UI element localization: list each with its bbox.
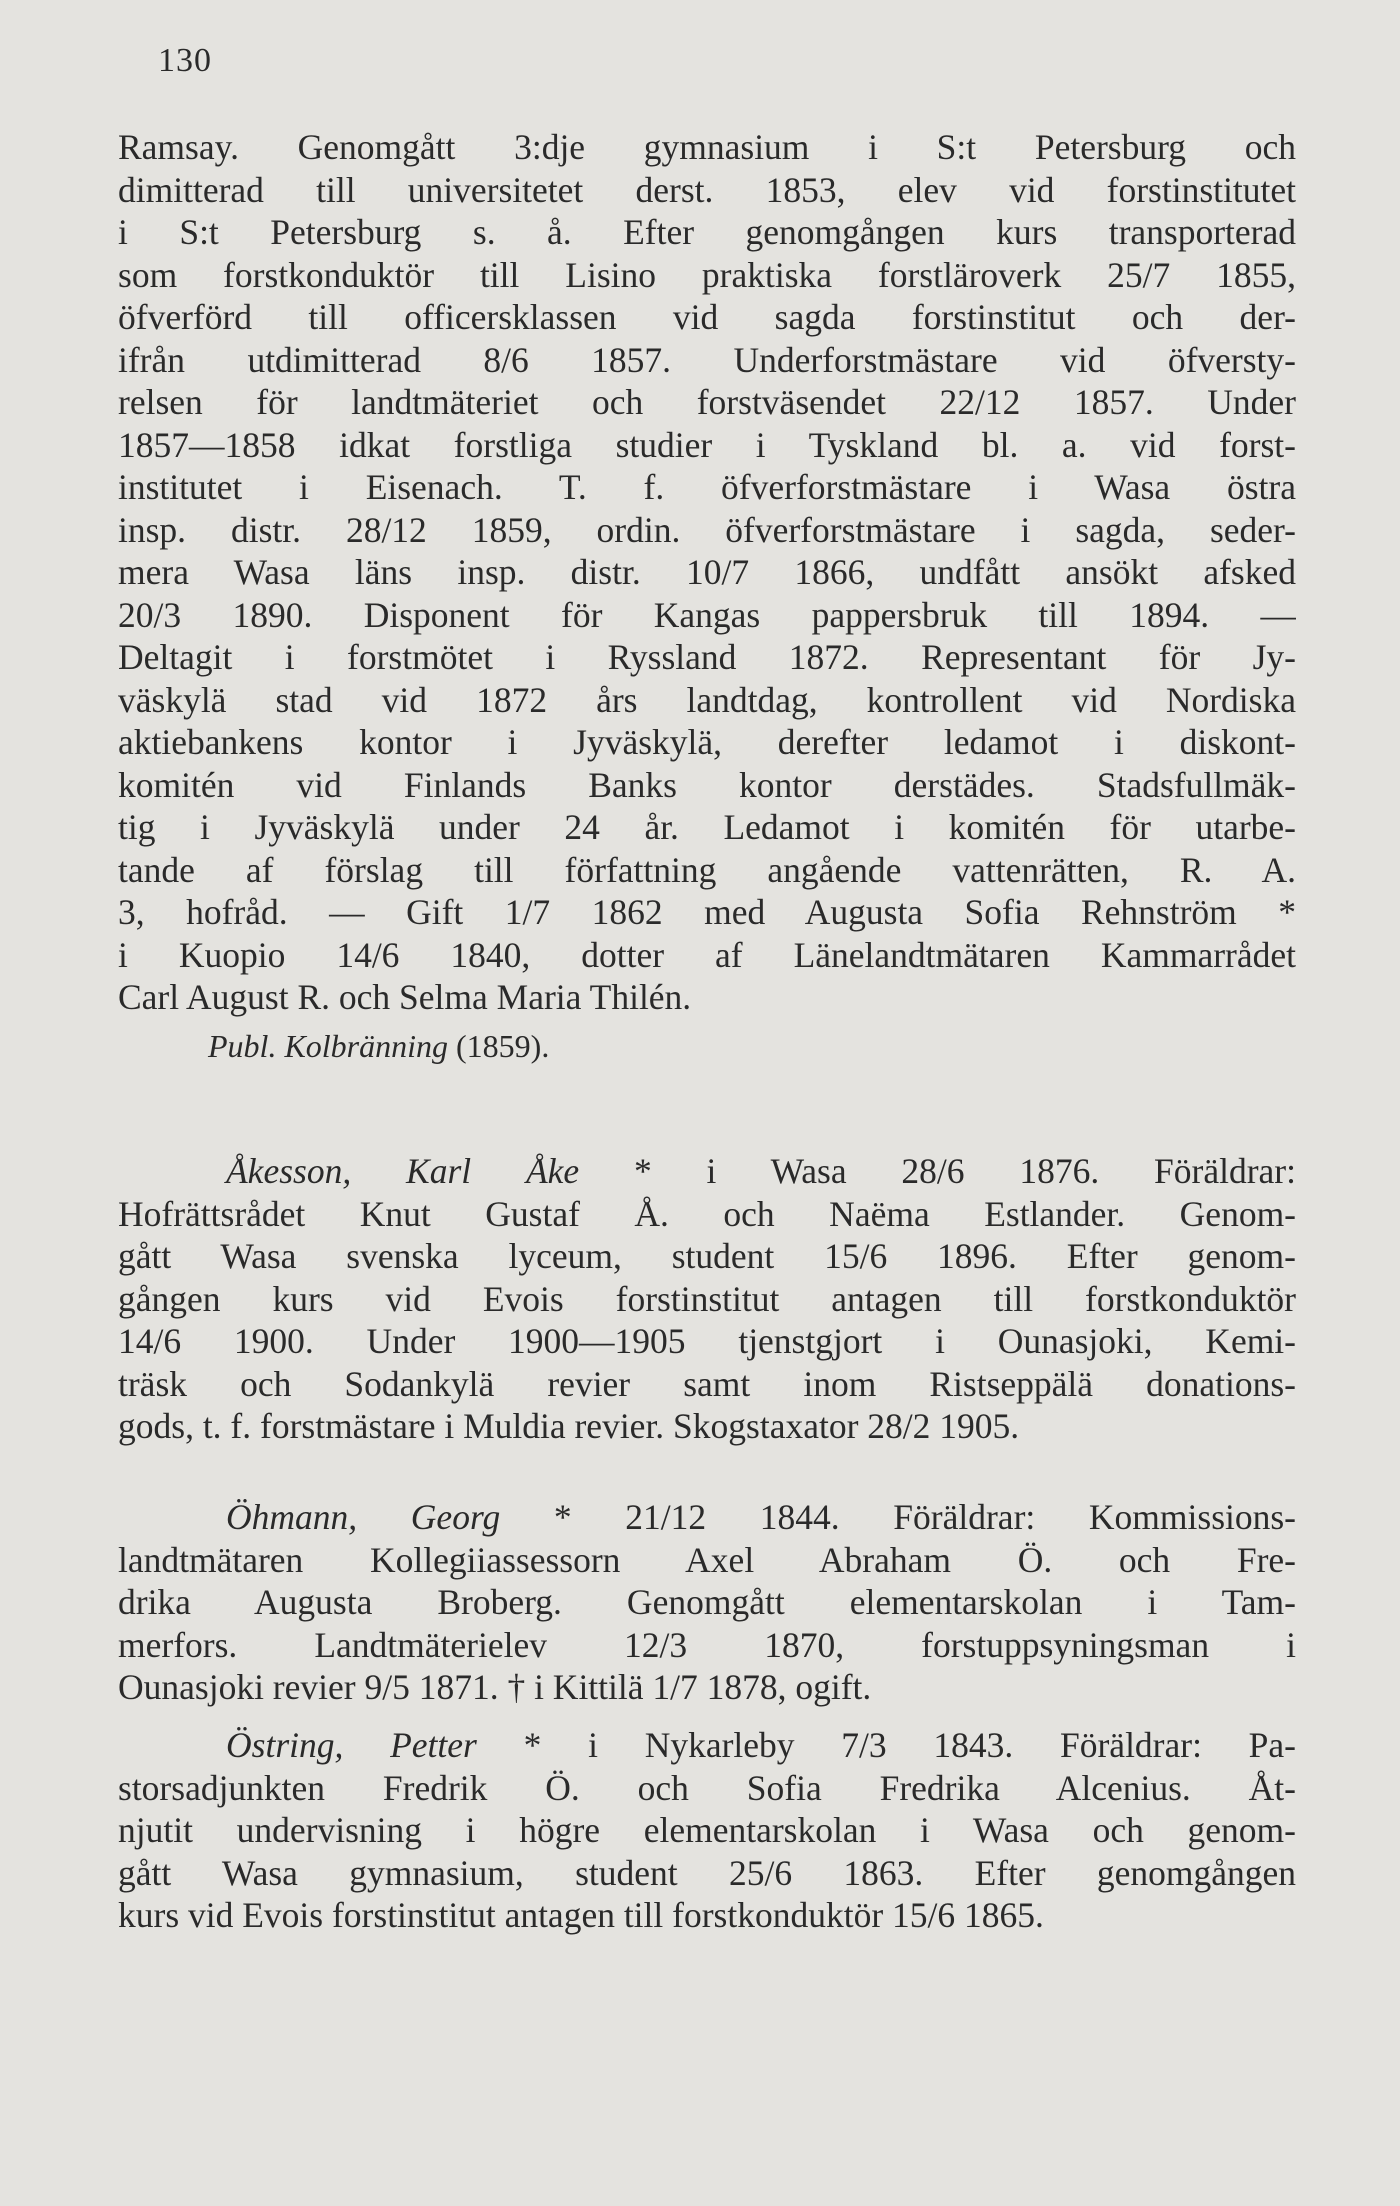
text-line: träsk och Sodankylä revier samt inom Ristseppälä donations- [118, 1363, 1296, 1404]
text-line: dimitterad till universitetet derst. 1853, elev vid forstinstitutet [118, 169, 1296, 210]
text-line: relsen för landtmäteriet och forstväsendet 22/12 1857. Under [118, 382, 1296, 422]
text-line: som forstkonduktör till Lisino praktiska forstläroverk 25/7 1855, [118, 254, 1296, 295]
text-line: i S:t Petersburg s. å. Efter genomgången kurs transporterad [118, 212, 1296, 252]
text-line: tig i Jyväskylä under 24 år. Ledamot i komitén för utarbe- [118, 807, 1296, 847]
text-line: Carl August R. och Selma Maria Thilén. [118, 977, 692, 1017]
text-line: drika Augusta Broberg. Genomgått elementarskolan i Tam- [118, 1582, 1296, 1622]
text-line: tande af förslag till författning angående vattenrätten, R. A. [118, 849, 1296, 890]
text-line: Deltagit i forstmötet i Ryssland 1872. Representant för Jy- [118, 637, 1296, 677]
entry-first-line [118, 1496, 1296, 1539]
publication-note [208, 1028, 549, 1065]
text-line: Ramsay. Genomgått 3:dje gymnasium i S:t Petersburg och [118, 127, 1296, 167]
text-line: 14/6 1900. Under 1900—1905 tjenstgjort i Ounasjoki, Kemi- [118, 1321, 1296, 1361]
text-line: mera Wasa läns insp. distr. 10/7 1866, undfått ansökt afsked [118, 552, 1296, 592]
text-line: aktiebankens kontor i Jyväskylä, derefter ledamot i diskont- [118, 722, 1296, 762]
page-number: 130 [158, 42, 212, 79]
entry-name: Öhmann, Georg [226, 1497, 501, 1537]
text-line: kurs vid Evois forstinstitut antagen till forstkonduktör 15/6 1865. [118, 1895, 1044, 1935]
entry-ohmann [118, 1496, 1296, 1709]
text-line: gången kurs vid Evois forstinstitut antagen till forstkonduktör [118, 1278, 1296, 1319]
entry-ramsay [118, 126, 1296, 1019]
text-line: merfors. Landtmäterielev 12/3 1870, forstuppsyningsman i [118, 1624, 1296, 1665]
text-line: storsadjunkten Fredrik Ö. och Sofia Fredrika Alcenius. Åt- [118, 1767, 1296, 1808]
publ-prefix: Publ. [208, 1028, 277, 1064]
text-line: Hofrättsrådet Knut Gustaf Å. och Naëma Estlander. Genom- [118, 1193, 1296, 1234]
entry-first-line-rest: * i Nykarleby 7/3 1843. Föräldrar: Pa- [523, 1725, 1296, 1765]
text-line: i Kuopio 14/6 1840, dotter af Länelandtmätaren Kammarrådet [118, 934, 1296, 975]
text-line: Ounasjoki revier 9/5 1871. † i Kittilä 1/7 1878, ogift. [118, 1667, 872, 1707]
text-line: gått Wasa gymnasium, student 25/6 1863. Efter genomgången [118, 1852, 1296, 1893]
entry-name: Åkesson, Karl Åke [226, 1151, 580, 1191]
publ-year: (1859). [456, 1028, 550, 1064]
text-line: insp. distr. 28/12 1859, ordin. öfverforstmästare i sagda, seder- [118, 509, 1296, 550]
text-line: ifrån utdimitterad 8/6 1857. Underforstmästare vid öfversty- [118, 339, 1296, 380]
text-line: landtmätaren Kollegiiassessorn Axel Abraham Ö. och Fre- [118, 1539, 1296, 1580]
publ-title: Kolbränning [284, 1028, 449, 1064]
text-line: institutet i Eisenach. T. f. öfverforstmästare i Wasa östra [118, 467, 1296, 507]
entry-first-line [118, 1150, 1296, 1193]
text-line: 1857—1858 idkat forstliga studier i Tyskland bl. a. vid forst- [118, 424, 1296, 465]
entry-first-line [118, 1724, 1296, 1767]
text-line: komitén vid Finlands Banks kontor derstädes. Stadsfullmäk- [118, 764, 1296, 805]
entry-first-line-rest: * i Wasa 28/6 1876. Föräldrar: [633, 1151, 1296, 1191]
text-line: öfverförd till officersklassen vid sagda forstinstitut och der- [118, 297, 1296, 337]
entry-name: Östring, Petter [226, 1725, 477, 1765]
text-line: väskylä stad vid 1872 års landtdag, kontrollent vid Nordiska [118, 679, 1296, 720]
text-line: 3, hofråd. — Gift 1/7 1862 med Augusta Sofia Rehnström * [118, 892, 1296, 932]
text-line: gått Wasa svenska lyceum, student 15/6 1896. Efter genom- [118, 1236, 1296, 1276]
entry-akesson [118, 1150, 1296, 1448]
entry-ostring [118, 1724, 1296, 1937]
text-line: gods, t. f. forstmästare i Muldia revier. Skogstaxator 28/2 1905. [118, 1406, 1020, 1446]
text-line: 20/3 1890. Disponent för Kangas pappersbruk till 1894. — [118, 594, 1296, 635]
entry-first-line-rest: * 21/12 1844. Föräldrar: Kommissions- [553, 1497, 1296, 1537]
text-line: njutit undervisning i högre elementarskolan i Wasa och genom- [118, 1810, 1296, 1850]
